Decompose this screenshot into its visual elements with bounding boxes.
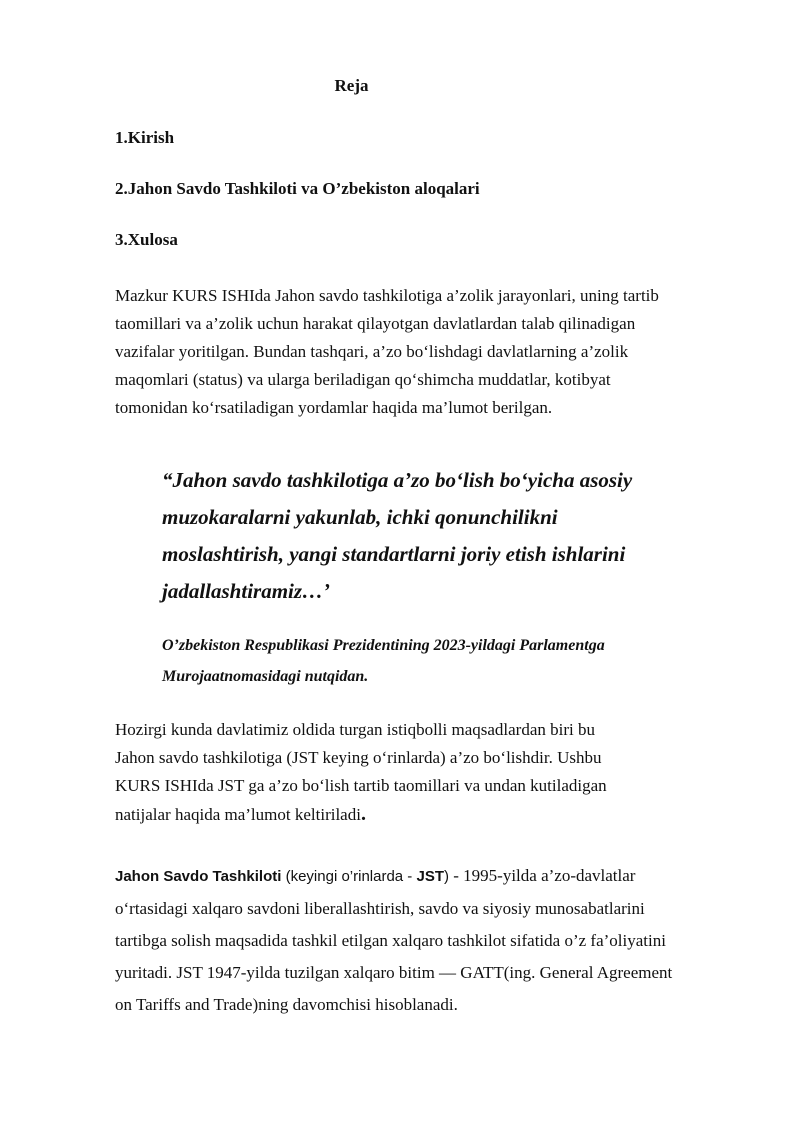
toc-item-wto-uzbekistan: 2.Jahon Savdo Tashkiloti va O’zbekiston aloqalari bbox=[115, 179, 480, 198]
attribution-line: Murojaatnomasidagi nutqidan. bbox=[162, 668, 369, 685]
text-line: o‘rtasidagi xalqaro savdoni liberallashtirish, savdo va siyosiy munosabatlarini bbox=[115, 899, 645, 918]
text-line: KURS ISHIda JST ga a’zo bo‘lish tartib taomillari va undan kutiladigan bbox=[115, 776, 607, 795]
page-title: Reja bbox=[334, 76, 369, 95]
toc-item-conclusion: 3.Xulosa bbox=[115, 230, 178, 249]
quote-line: moslashtirish, yangi standartlarni joriy etish ishlarini bbox=[162, 542, 626, 566]
text-line: yuritadi. JST 1947-yilda tuzilgan xalqaro bitim — GATT(ing. General Agreement bbox=[115, 963, 673, 982]
aside-open: (keyingi o’rinlarda - bbox=[281, 868, 417, 885]
quote-line: muzokaralarni yakunlab, ichki qonunchilikni bbox=[162, 505, 558, 529]
quote-line: “Jahon savdo tashkilotiga a’zo bo‘lish bo‘yicha asosiy bbox=[162, 468, 633, 492]
text-line: vazifalar yoritilgan. Bundan tashqari, a’zo bo‘lishdagi davlatlarning a’zolik bbox=[115, 342, 629, 361]
text-line bbox=[115, 860, 745, 893]
text-line: tartibga solish maqsadida tashkil etilgan xalqaro tashkilot sifatida o’z fa’oliyatini bbox=[115, 931, 666, 950]
toc-item-introduction: 1.Kirish bbox=[115, 128, 175, 147]
line-rest: - 1995-yilda a’zo-davlatlar bbox=[449, 866, 636, 885]
abbreviation: JST bbox=[416, 868, 444, 885]
text-line: tomonidan ko‘rsatiladigan yordamlar haqida ma’lumot berilgan. bbox=[115, 398, 553, 417]
text-line: on Tariffs and Trade)ning davomchisi hisoblanadi. bbox=[115, 995, 458, 1014]
intro-paragraph bbox=[115, 282, 735, 422]
text-line: Hozirgi kunda davlatimiz oldida turgan istiqbolli maqsadlardan biri bu bbox=[115, 720, 596, 739]
text-line: taomillari va a’zolik uchun harakat qilayotgan davlatlardan talab qilinadigan bbox=[115, 314, 636, 333]
text-line: Jahon savdo tashkilotiga (JST keying o‘rinlarda) a’zo bo‘lishdir. Ushbu bbox=[115, 748, 602, 767]
aside-close: ) bbox=[444, 868, 449, 885]
wto-definition-paragraph bbox=[115, 860, 745, 1021]
text-line: maqomlari (status) va ularga beriladigan qo‘shimcha muddatlar, kotibyat bbox=[115, 370, 611, 389]
text-line bbox=[115, 800, 695, 829]
end-mark: . bbox=[360, 803, 366, 825]
last-line-text: natijalar haqida ma’lumot keltiriladi bbox=[115, 805, 361, 824]
quote-attribution bbox=[162, 630, 722, 692]
epigraph-quote bbox=[162, 462, 702, 610]
goal-paragraph bbox=[115, 716, 695, 829]
text-line: Mazkur KURS ISHIda Jahon savdo tashkilotiga a’zolik jarayonlari, uning tartib bbox=[115, 286, 659, 305]
defined-term: Jahon Savdo Tashkiloti bbox=[115, 868, 282, 885]
quote-line: jadallashtiramiz…’ bbox=[162, 579, 331, 603]
attribution-line: O’zbekiston Respublikasi Prezidentining 2023-yildagi Parlamentga bbox=[162, 637, 605, 654]
